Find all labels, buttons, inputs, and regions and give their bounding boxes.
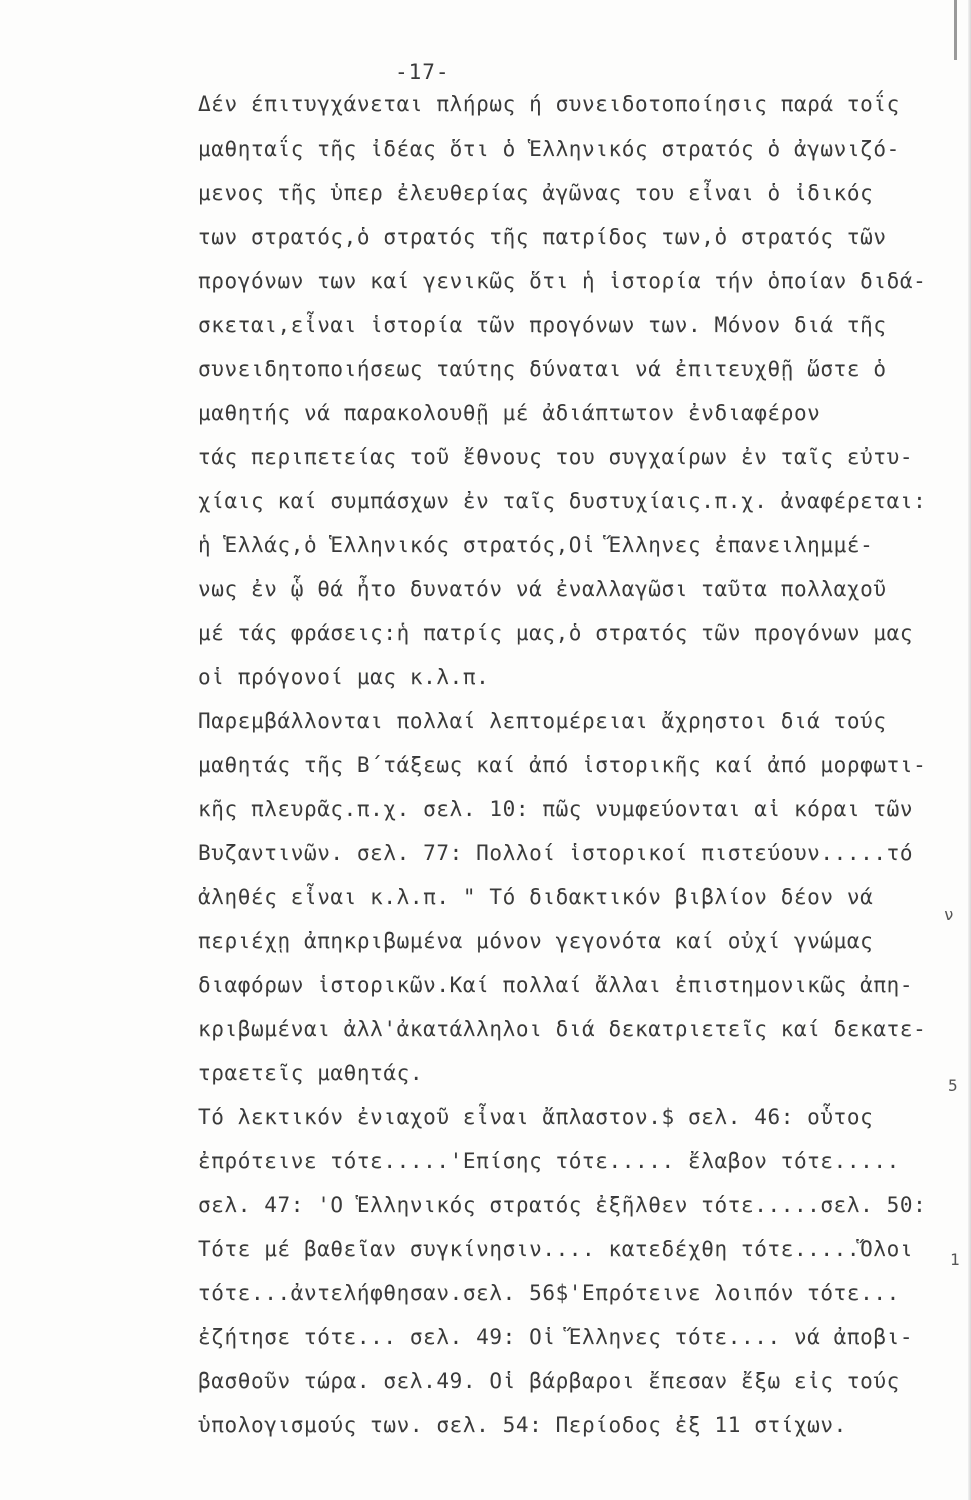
text-line: τότε...ἀντελήφθησαν.σελ. 56$'Επρότεινε λοιπόν τότε... (198, 1281, 900, 1305)
text-line: χίαις καί συμπάσχων ἐν ταῖς δυστυχίαις.π.χ. ἀναφέρεται: (198, 489, 927, 513)
text-line: προγόνων των καί γενικῶς ὅτι ἡ ἱστορία τήν ὁποίαν διδά- (198, 269, 927, 293)
text-line: μαθητής νά παρακολουθῇ μέ ἀδιάπτωτον ἐνδιαφέρον (198, 401, 821, 425)
text-line: σελ. 47: 'Ο Ἑλληνικός στρατός ἐξῆλθεν τότε.....σελ. 50: (198, 1193, 927, 1217)
text-line: τραετεῖς μαθητάς. (198, 1061, 424, 1085)
text-line: Δέν έπιτυγχάνεται πλήρως ή συνειδοτοποίησις παρά τοΐς (198, 92, 900, 116)
text-line: κῆς πλευρᾶς.π.χ. σελ. 10: πῶς νυμφεύονται αἱ κόραι τῶν (198, 797, 914, 821)
text-line: βασθοῦν τώρα. σελ.49. Οἱ βάρβαροι ἔπεσαν ἔξω εἰς τούς (198, 1369, 900, 1393)
text-line: κριβωμέναι ἀλλ'ἀκατάλληλοι διά δεκατριετεῖς καί δεκατε- (198, 1017, 927, 1041)
text-line: ἐπρότεινε τότε.....'Επίσης τότε..... ἔλαβον τότε..... (198, 1149, 900, 1173)
text-line: σκεται,εἶναι ἱστορία τῶν προγόνων των. Μόνον διά τῆς (198, 313, 887, 337)
text-line: ἐζήτησε τότε... σελ. 49: Οἱ Ἕλληνες τότε.... νά ἀποβι- (198, 1325, 914, 1349)
text-line: μέ τάς φράσεις:ἡ πατρίς μας,ὁ στρατός τῶν προγόνων μας (198, 621, 914, 645)
text-line: Βυζαντινῶν. σελ. 77: Πολλοί ἱστορικοί πιστεύουν.....τό (198, 841, 914, 865)
text-line: των στρατός,ὁ στρατός τῆς πατρίδος των,ὁ στρατός τῶν (198, 225, 887, 249)
text-line: Παρεμβάλλονται πολλαί λεπτομέρειαι ἄχρηστοι διά τούς (198, 709, 887, 733)
page-number: -17- (395, 60, 450, 84)
text-line: Τότε μέ βαθεῖαν συγκίνησιν.... κατεδέχθη τότε.....Ὅλοι (198, 1237, 914, 1261)
text-line: νως ἐν ᾧ θά ἦτο δυνατόν νά ἐναλλαγῶσι ταῦτα πολλαχοῦ (198, 577, 887, 601)
text-line: περιέχῃ ἀπηκριβωμένα μόνον γεγονότα καί οὐχί γνώμας (198, 929, 874, 953)
text-line: μενος τῆς ὑπερ ἐλευθερίας ἀγῶνας του εἶναι ὁ ἰδικός (198, 181, 874, 205)
margin-mark: ν (944, 905, 954, 924)
margin-mark: 1 (950, 1250, 960, 1269)
text-line: ὑπολογισμούς των. σελ. 54: Περίοδος ἐξ 11 στίχων. (198, 1413, 847, 1437)
edge-mark (954, 0, 957, 60)
text-line: ἀληθές εἶναι κ.λ.π. " Τό διδακτικόν βιβλίον δέον νά (198, 885, 874, 909)
text-line: ἡ Ἑλλάς,ὁ Ἑλληνικός στρατός,Οἱ Ἕλληνες ἐπανειλημμέ- (198, 533, 874, 557)
text-line: μαθητάς τῆς Β΄τάξεως καί ἀπό ἱστορικῆς καί ἀπό μορφωτι- (198, 753, 927, 777)
text-line: διαφόρων ἱστορικῶν.Καί πολλαί ἄλλαι ἐπιστημονικῶς ἀπη- (198, 973, 914, 997)
text-line: μαθηταΐς τῆς ἰδέας ὅτι ὁ Ἑλληνικός στρατός ὁ ἀγωνιζό- (198, 137, 900, 161)
margin-mark: 5 (948, 1076, 958, 1095)
text-line: οἱ πρόγονοί μας κ.λ.π. (198, 665, 490, 689)
text-line: συνειδητοποιήσεως ταύτης δύναται νά ἐπιτευχθῇ ὥστε ὁ (198, 357, 887, 381)
text-line: Τό λεκτικόν ἐνιαχοῦ εἶναι ἄπλαστον.$ σελ. 46: οὗτος (198, 1105, 874, 1129)
text-line: τάς περιπετείας τοῦ ἔθνους του συγχαίρων ἐν ταῖς εὐτυ- (198, 445, 914, 469)
